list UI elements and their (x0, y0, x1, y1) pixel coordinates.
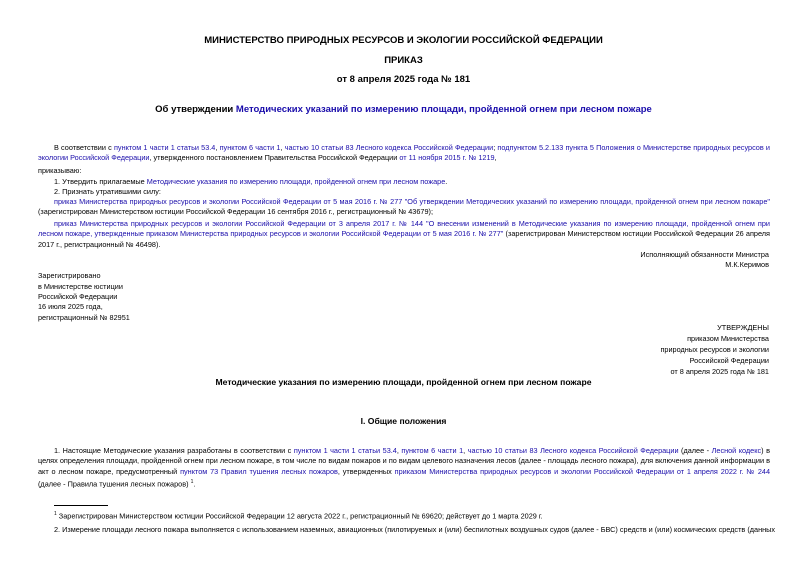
preamble-text: , (280, 143, 285, 152)
preamble-link[interactable]: пунктом 1 части 1 статьи 53.4 (113, 143, 216, 152)
order-word: приказываю: (38, 166, 82, 175)
preamble-link[interactable]: подпунктом 5.2.133 пункта 5 Положения о Министерстве природных ресурсов и экологии Российской Федерации (38, 143, 770, 163)
paragraph-text: . (193, 479, 196, 489)
item-text: . (445, 177, 448, 186)
signature-position: Исполняющий обязанности Министра (640, 250, 769, 259)
preamble-link[interactable]: частью 10 статьи 83 Лесного кодекса Российской Федерации (284, 143, 494, 152)
paragraph-link[interactable]: Лесной кодекс (711, 446, 762, 455)
repealed-order-2-link[interactable]: приказ Министерства природных ресурсов и экологии Российской Федерации от 3 апреля 2017 г. № 144 "О внесении изменений в Методические указания по измерению площади, пройденной огнем при лесном пожаре, утвержденные приказом Министерства природных ресурсов и экологии Российской Федерации от 5 мая 2016 г. № 277" (38, 219, 770, 239)
repealed-order-1 (38, 197, 770, 218)
paragraph-link[interactable]: пунктом 6 части 1 (401, 446, 464, 455)
paragraph-text: , (396, 446, 402, 455)
approved-line: природных ресурсов и экологии (660, 345, 769, 354)
registration-line: Российской Федерации (38, 292, 118, 301)
section-1-title: I. Общие положения (360, 416, 447, 426)
paragraph-link[interactable]: приказом Министерства природных ресурсов и экологии Российской Федерации от 1 апреля 2022 г. № 244 (394, 466, 770, 476)
registration-number: регистрационный № 82951 (38, 313, 130, 322)
preamble-text: , (494, 153, 497, 163)
preamble-text: В соответствии с (54, 143, 114, 152)
registration-line: в Министерстве юстиции (38, 282, 123, 291)
footnote-text: Зарегистрирован Министерством юстиции Российской Федерации 12 августа 2022 г., регистрационный № 69620; действует до 1 марта 2029 г. (56, 511, 543, 521)
paragraph-text: (далее - Правила тушения лесных пожаров) (38, 479, 191, 489)
approved-line: Российской Федерации (689, 356, 769, 365)
paragraph-text: (далее - (678, 446, 712, 455)
repealed-order-2 (38, 219, 770, 250)
annex-title: Методические указания по измерению площади, пройденной огнем при лесном пожаре (215, 377, 592, 387)
approved-line: от 8 апреля 2025 года № 181 (670, 367, 769, 376)
footnote-reference[interactable]: 1 (190, 479, 194, 486)
doc-title-link[interactable]: Методических указаний по измерению площади, пройденной огнем при лесном пожаре (235, 104, 652, 115)
signature-name: М.К.Керимов (725, 260, 769, 269)
item-2: 2. Признать утратившими силу: (54, 187, 161, 196)
footnote-divider (54, 505, 108, 506)
paragraph-text: , (463, 446, 468, 455)
registration-line: Зарегистрировано (38, 271, 101, 280)
repealed-order-2-text: (зарегистрирован Министерством юстиции Российской Федерации 26 апреля 2017 г., регистрационный № 46498). (38, 229, 770, 249)
registration-line: 16 июля 2025 года, (38, 302, 103, 311)
preamble-text: ; (493, 143, 498, 152)
paragraph-text: , утвержденных (337, 466, 395, 476)
repealed-order-1-text: (зарегистрирован Министерством юстиции Российской Федерации 16 сентября 2016 г., регистрационный № 43679); (38, 207, 433, 217)
preamble-link[interactable]: пунктом 6 части 1 (219, 143, 281, 152)
paragraph-link[interactable]: частью 10 статьи 83 Лесного кодекса Российской Федерации (467, 446, 679, 455)
approved-heading: УТВЕРЖДЕНЫ (717, 323, 769, 332)
doc-type: ПРИКАЗ (384, 55, 423, 66)
preamble-text: , утвержденного постановлением Правительства Российской Федерации (149, 153, 400, 163)
doc-title-prefix: Об утверждении (155, 104, 236, 115)
item-1-link[interactable]: Методические указания по измерению площади, пройденной огнем при лесном пожаре (146, 177, 446, 186)
preamble-link[interactable]: от 11 ноября 2015 г. № 1219 (399, 153, 495, 163)
ministry-title: МИНИСТЕРСТВО ПРИРОДНЫХ РЕСУРСОВ И ЭКОЛОГИИ РОССИЙСКОЙ ФЕДЕРАЦИИ (204, 35, 603, 46)
footnote-mark: 1 (54, 511, 57, 517)
footnote (54, 509, 543, 522)
item-text: 1. Утвердить прилагаемые (54, 177, 147, 186)
doc-date-number: от 8 апреля 2025 года № 181 (336, 74, 471, 85)
approved-line: приказом Министерства (687, 334, 769, 343)
paragraph-link[interactable]: пунктом 1 части 1 статьи 53.4 (293, 446, 397, 455)
preamble (38, 143, 770, 164)
item-1 (54, 177, 447, 187)
doc-title (0, 104, 807, 115)
paragraph-link[interactable]: пунктом 73 Правил тушения лесных пожаров (180, 466, 338, 476)
preamble-text: , (215, 143, 220, 152)
paragraph-text: ) в целях определения площади, пройденной огнем при лесном пожаре, в том числе по видам пожаров и по видам целевого назначения лесов (далее - площадь лесного пожара), для включения данной информации в акт о лесном пожаре, предусмотренный (38, 446, 770, 476)
section-1-paragraph-2: 2. Измерение площади лесного пожара выполняется с использованием наземных, авиационных (пилотируемых и (или) беспилотных воздушных судов (далее - БВС) средств и (или) космических средств (данных (54, 525, 776, 534)
section-1-paragraph-1 (38, 446, 770, 490)
paragraph-text: 1. Настоящие Методические указания разработаны в соответствии с (54, 446, 294, 455)
repealed-order-1-link[interactable]: приказ Министерства природных ресурсов и экологии Российской Федерации от 5 мая 2016 г. № 277 "Об утверждении Методических указаний по измерению площади, пройденной огнем при лесном пожаре" (54, 197, 770, 206)
